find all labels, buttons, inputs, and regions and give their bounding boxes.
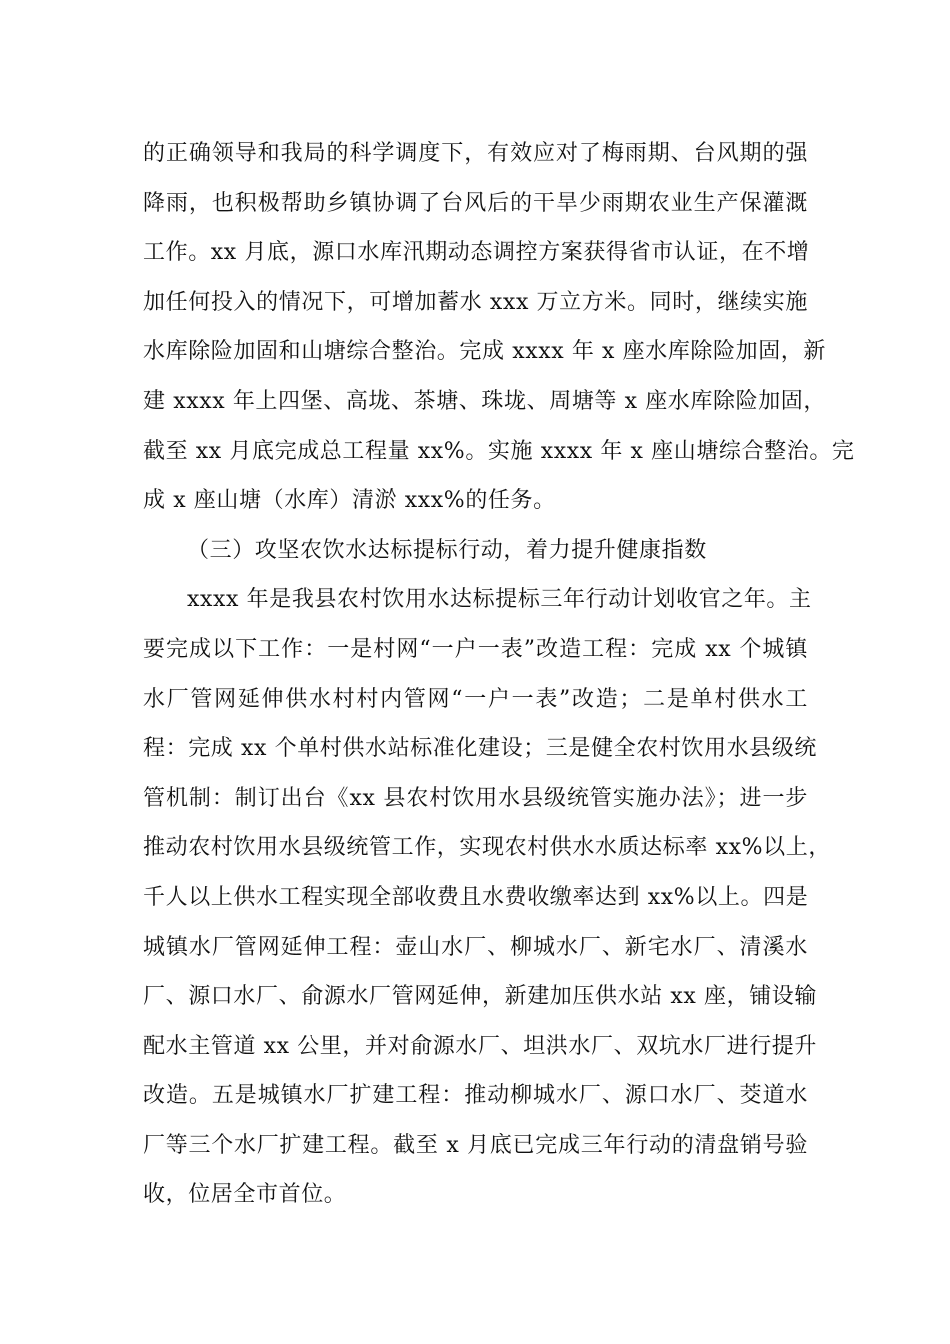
paragraph-line: 水厂管网延伸供水村村内管网“一户一表”改造；二是单村供水工 (143, 686, 808, 712)
paragraph-line: 管机制：制订出台《xx 县农村饮用水县级统管实施办法》；进一步 (143, 785, 808, 811)
paragraph-line: 建 xxxx 年上四堡、高垅、茶塘、珠垅、周塘等 x 座水库除险加固， (143, 388, 827, 414)
paragraph-line: 截至 xx 月底完成总工程量 xx%。实施 xxxx 年 x 座山塘综合整治。完 (143, 438, 855, 464)
paragraph-line: 配水主管道 xx 公里，并对俞源水厂、坦洪水厂、双坑水厂进行提升 (143, 1033, 818, 1059)
paragraph-line: 要完成以下工作：一是村网“一户一表”改造工程：完成 xx 个城镇 (143, 636, 808, 662)
paragraph-line: 厂等三个水厂扩建工程。截至 x 月底已完成三年行动的清盘销号验 (143, 1132, 808, 1158)
section-heading: （三）攻坚农饮水达标提标行动，着力提升健康指数 (187, 537, 707, 563)
paragraph-line-last: 成 x 座山塘（水库）清淤 xxx%的任务。 (143, 488, 556, 514)
paragraph-line: 厂、源口水厂、俞源水厂管网延伸，新建加压供水站 xx 座，铺设输 (143, 984, 818, 1010)
paragraph-line: 工作。xx 月底，源口水库汛期动态调控方案获得省市认证，在不增 (143, 240, 810, 266)
paragraph-line-first: xxxx 年是我县农村饮用水达标提标三年行动计划收官之年。主 (187, 587, 812, 613)
paragraph-line: 推动农村饮用水县级统管工作，实现农村供水水质达标率 xx%以上， (143, 835, 831, 861)
paragraph-line: 城镇水厂管网延伸工程：壶山水厂、柳城水厂、新宅水厂、清溪水 (143, 934, 808, 960)
paragraph-line-last: 收，位居全市首位。 (143, 1182, 347, 1208)
paragraph-line: 千人以上供水工程实现全部收费且水费收缴率达到 xx%以上。四是 (143, 884, 809, 910)
document-body (143, 129, 855, 1220)
paragraph-line: 降雨，也积极帮助乡镇协调了台风后的干旱少雨期农业生产保灌溉 (143, 190, 808, 216)
paragraph-line: 改造。五是城镇水厂扩建工程：推动柳城水厂、源口水厂、茭道水 (143, 1083, 808, 1109)
paragraph-line: 的正确领导和我局的科学调度下，有效应对了梅雨期、台风期的强 (143, 141, 808, 166)
paragraph-line: 水库除险加固和山塘综合整治。完成 xxxx 年 x 座水库除险加固，新 (143, 339, 827, 365)
paragraph-line: 加任何投入的情况下，可增加蓄水 xxx 万立方米。同时，继续实施 (143, 289, 808, 315)
paragraph-line: 程：完成 xx 个单村供水站标准化建设；三是健全农村饮用水县级统 (143, 736, 818, 762)
